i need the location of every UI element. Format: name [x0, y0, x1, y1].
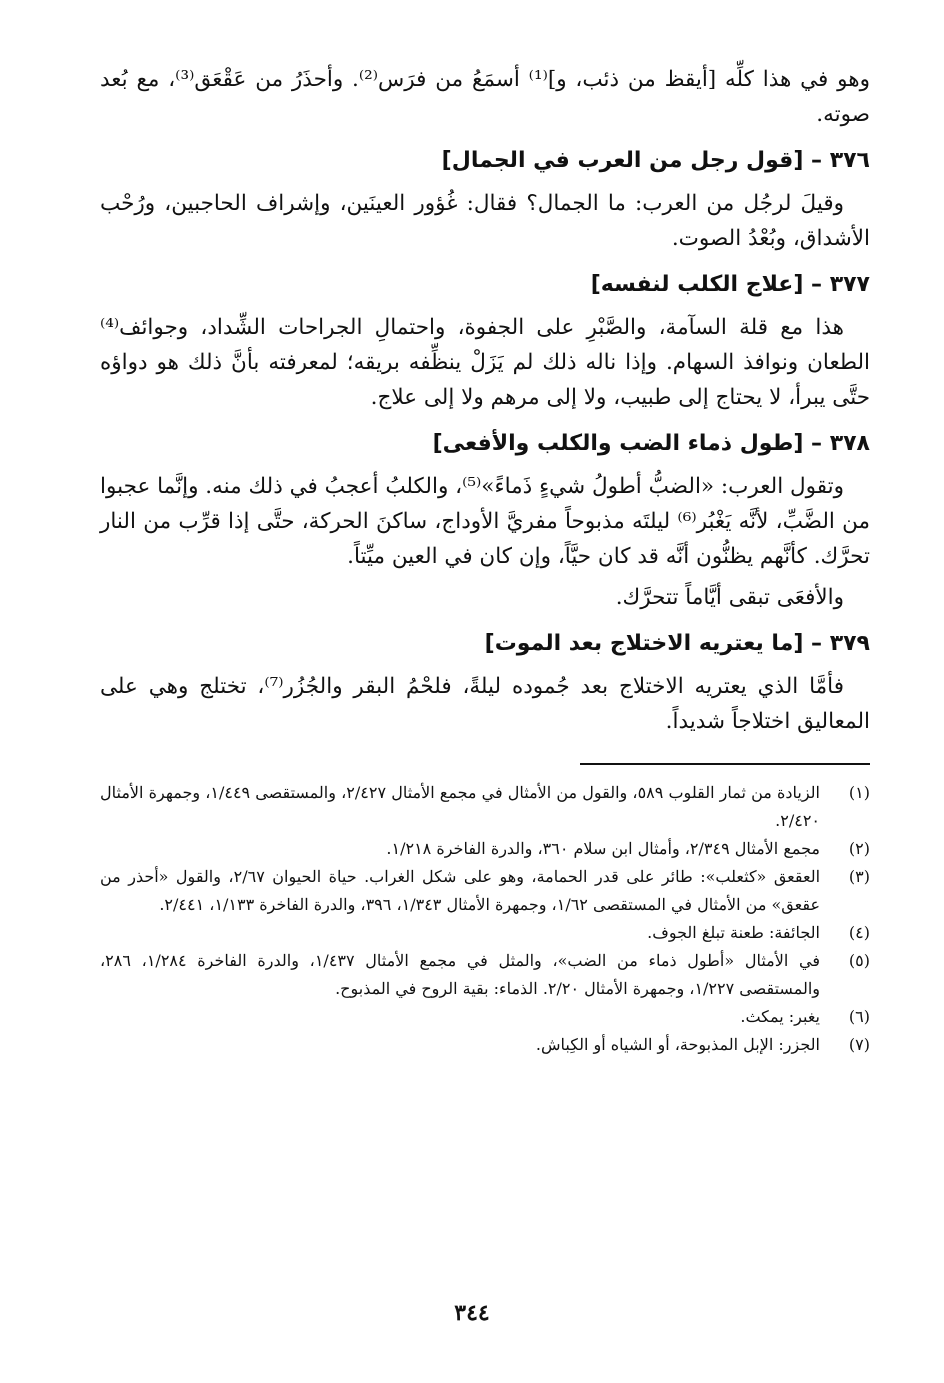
- footnotes: [100, 779, 870, 1059]
- footnote-5: [100, 947, 870, 1003]
- footnote-number: (٤): [848, 923, 870, 942]
- footnote-number: (١): [848, 783, 870, 802]
- section-heading-376: ٣٧٦ – [قول رجل من العرب في الجمال]: [441, 148, 870, 173]
- page-number: ٣٤٤: [454, 1300, 490, 1326]
- paragraph-379: فأمَّا الذي يعتريه الاختلاج بعد جُموده ليلةً، فلحْمُ البقر والجُزُر⁽⁷⁾، تختلج وهي على المعاليق اختلاجاً شديداً.: [100, 674, 870, 734]
- footnote-text: مجمع الأمثال ٢/٣٤٩، وأمثال ابن سلام ٣٦٠، والدرة الفاخرة ١/٢١٨.: [386, 839, 820, 858]
- footnote-number: (٦): [848, 1007, 870, 1026]
- footnote-number: (٣): [848, 867, 870, 886]
- footnote-text: الجائفة: طعنة تبلغ الجوف.: [647, 923, 820, 942]
- footnote-6: [100, 1003, 870, 1031]
- footnote-text: الزيادة من ثمار القلوب ٥٨٩، والقول من الأمثال في مجمع الأمثال ٢/٤٢٧، والمستقصى ١/٤٤٩، وجمهرة الأمثال ٢/٤٢٠.: [100, 783, 820, 830]
- section-heading-379: ٣٧٩ – [ما يعتريه الاختلاج بعد الموت]: [484, 631, 870, 656]
- footnote-3: [100, 863, 870, 919]
- footnote-2: [100, 835, 870, 863]
- footnote-number: (٢): [848, 839, 870, 858]
- paragraph-378b: والأفعَى تبقى أيَّاماً تتحرَّك.: [615, 585, 844, 610]
- footnote-divider: [580, 763, 870, 765]
- footnote-1: [100, 779, 870, 835]
- paragraph-378a: وتقول العرب: «الضبُّ أطولُ شيءٍ ذَماءً»⁽⁵⁾، والكلبُ أعجبُ في ذلك منه. وإنَّما عجبوا من الضَّبِّ، لأنَّه يَغْبُر⁽⁶⁾ ليلتَه مذبوحاً مفريَّ الأوداج، ساكنَ الحركة، حتَّى إذا قرِّب من النار تحرَّك. كأنَّهم يظنُّون أنَّه قد كان حيَّاً، وإن كان في العين ميِّتاً.: [100, 474, 870, 569]
- footnote-number: (٥): [848, 951, 870, 970]
- footnote-number: (٧): [848, 1035, 870, 1054]
- paragraph-intro: وهو في هذا كلِّه [أيقظ من ذئب، و]⁽¹⁾ أسمَعُ من فرَس⁽²⁾. وأحذَرُ من عَقْعَق⁽³⁾، مع بُعد صوته.: [100, 67, 870, 127]
- section-heading-377: ٣٧٧ – [علاج الكلب لنفسه]: [590, 272, 870, 297]
- paragraph-377: هذا مع قلة السآمة، والصَّبْرِ على الجفوة، واحتمالِ الجراحات الشِّداد، وجوائف⁽⁴⁾ الطعان ونوافذ السهام. وإذا ناله ذلك لم يَزَلْ ينظِّفه بريقه؛ لمعرفته بأنَّ ذلك هو دواؤه حتَّى يبرأ، لا يحتاج إلى طبيب، ولا إلى مرهم ولا إلى علاج.: [100, 315, 870, 410]
- footnote-text: في الأمثال «أطول ذماء من الضب»، والمثل في مجمع الأمثال ١/٤٣٧، والدرة الفاخرة ١/٢٨٤، ٢٨٦، والمستقصى ١/٢٢٧، وجمهرة الأمثال ٢/٢٠. الذماء: بقية الروح في المذبوح.: [100, 951, 821, 998]
- footnote-4: [100, 919, 870, 947]
- section-heading-378: ٣٧٨ – [طول ذماء الضب والكلب والأفعى]: [432, 431, 870, 456]
- footnote-text: يغبر: يمكث.: [740, 1007, 820, 1026]
- footnote-text: العقعق «كثعلب»: طائر على قدر الحمامة، وهو على شكل الغراب. حياة الحيوان ٢/٦٧، والقول «أحذر من عقعق» من الأمثال في المستقصى ١/٦٢، وجمهرة الأمثال ١/٣٤٣، ٣٩٦، والدرة الفاخرة ١/١٣٣، ٢/٤٤١.: [100, 867, 821, 914]
- paragraph-376: وقيلَ لرجُل من العرب: ما الجمال؟ فقال: غُؤور العينَين، وإشراف الحاجبين، ورُحْب الأشداق، وبُعْدُ الصوت.: [100, 191, 870, 251]
- page-content: [100, 62, 870, 1059]
- footnote-text: الجزر: الإبل المذبوحة، أو الشياه أو الكِباش.: [535, 1035, 820, 1054]
- footnote-7: [100, 1031, 870, 1059]
